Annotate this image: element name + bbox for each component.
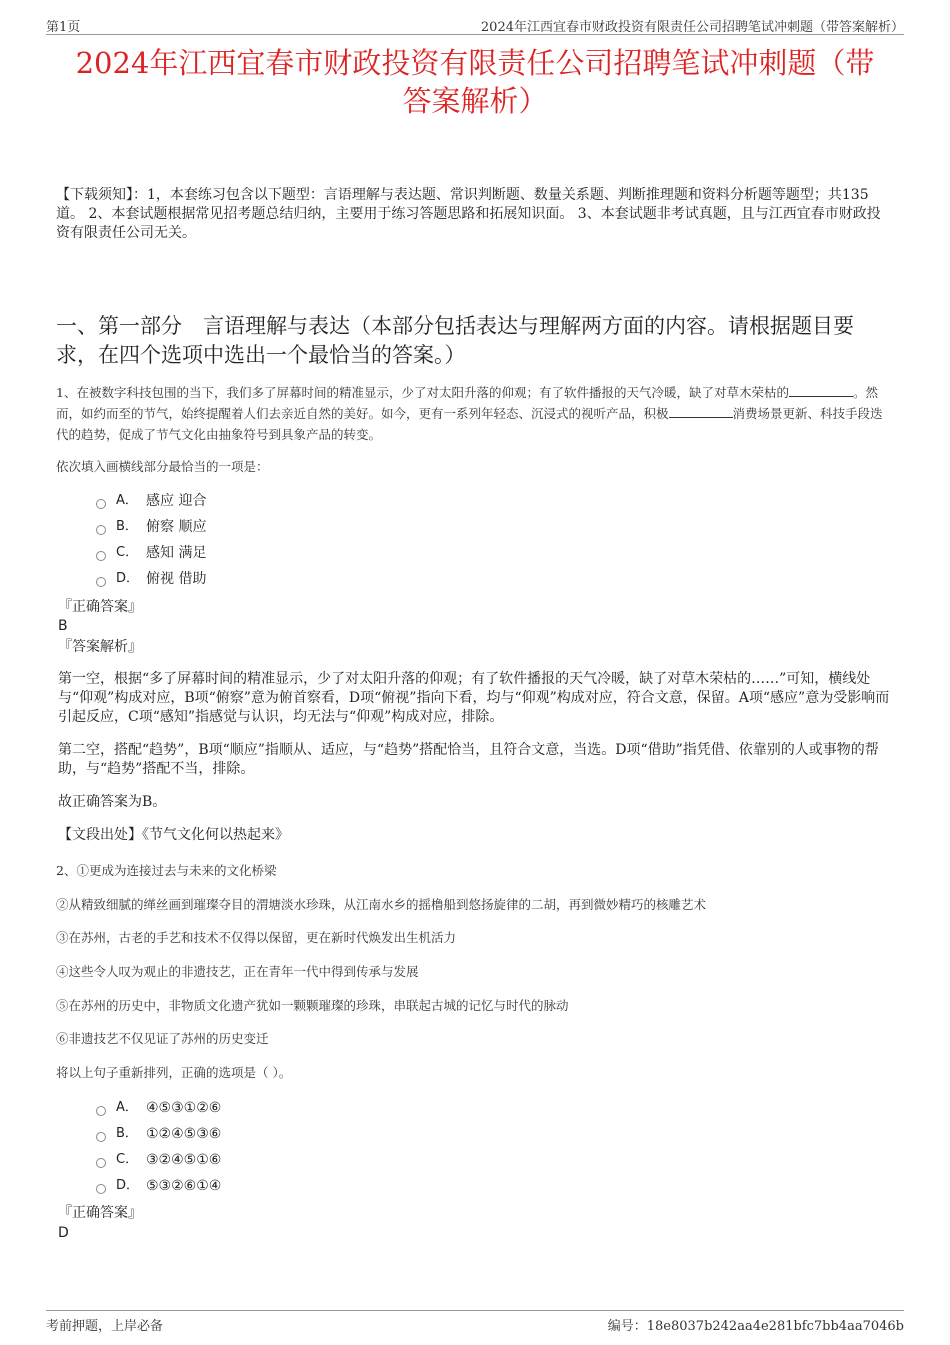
- radio-icon[interactable]: [96, 577, 106, 587]
- q1-blank-1: [789, 384, 853, 397]
- q2-option-b[interactable]: B． ①②④⑤③⑥: [96, 1121, 221, 1147]
- title-line-1: 2024年江西宜春市财政投资有限责任公司招聘笔试冲刺题（带: [75, 46, 875, 80]
- q1-analysis-1: 第一空，根据“多了屏幕时间的精准显示，少了对太阳升落的仰观；有了软件播报的天气冷暖，缺了对草木荣枯的……”可知，横线处与“仰观”构成对应，B项“俯察”意为俯首察看，D项“俯视”指向下看，均与“仰观”构成对应，符合文意，保留。A项“感应”意为受影响而引起反应，C项“感知”指感觉与认识，均无法与“仰观”构成对应，排除。: [58, 671, 890, 725]
- q2-sentence-4: ④这些令人叹为观止的非遗技艺，正在青年一代中得到传承与发展: [56, 964, 419, 979]
- q2-sentence-3: ③在苏州，古老的手艺和技术不仅得以保留，更在新时代焕发出生机活力: [56, 930, 457, 945]
- q2-option-c[interactable]: C． ③②④⑤①⑥: [96, 1147, 221, 1173]
- q1-stem: [56, 382, 894, 445]
- q1-option-b[interactable]: B． 俯察 顺应: [96, 514, 206, 540]
- q1-answer: B: [58, 618, 68, 634]
- footer-slogan: 考前押题，上岸必备: [46, 1319, 164, 1334]
- q2-prompt: 将以上句子重新排列，正确的选项是（ ）。: [56, 1065, 292, 1080]
- q1-analysis-2: 第二空，搭配“趋势”，B项“顺应”指顺从、适应，与“趋势”搭配恰当，且符合文意，当选。D项“借助”指凭借、依靠别的人或事物的帮助，与“趋势”搭配不当，排除。: [58, 742, 879, 777]
- q1-option-a[interactable]: A． 感应 迎合: [96, 488, 206, 514]
- q1-stem-part-c: 消费场景更新、科技手段迭代的趋势，促成了节气文化由抽象符号到具象产品的转变。: [56, 406, 883, 442]
- radio-icon[interactable]: [96, 499, 106, 509]
- q2-option-d[interactable]: D． ⑤③②⑥①④: [96, 1173, 221, 1199]
- q1-options: [96, 488, 206, 592]
- footer-serial: 编号：18e8037b242aa4e281bfc7bb4aa7046b: [607, 1319, 904, 1334]
- title-line-2: 答案解析）: [402, 84, 548, 118]
- radio-icon[interactable]: [96, 525, 106, 535]
- q1-source: 【文段出处】《节气文化何以热起来》: [58, 827, 289, 843]
- q1-stem-part-a: 1、在被数字科技包围的当下，我们多了屏幕时间的精准显示，少了对太阳升落的仰观；有了软件播报的天气冷暖，缺了对草木荣枯的: [56, 385, 789, 400]
- page-footer: [46, 1310, 904, 1333]
- q2-stem: 2、①更成为连接过去与未来的文化桥梁: [56, 863, 277, 878]
- download-notice: 【下载须知】：1，本套练习包含以下题型：言语理解与表达题、常识判断题、数量关系题、判断推理题和资料分析题等题型；共135道。 2、本套试题根据常见招考题总结归纳，主要用于练习答题思路和拓展知识面。 3、本套试题非考试真题，且与江西宜春市财政投资有限责任公司无关。: [56, 187, 881, 241]
- radio-icon[interactable]: [96, 1132, 106, 1142]
- header-doc-title: 2024年江西宜春市财政投资有限责任公司招聘笔试冲刺题（带答案解析）: [480, 20, 904, 35]
- q1-conclusion: 故正确答案为B。: [58, 794, 167, 810]
- page-header: [46, 14, 904, 35]
- q1-analysis-label: 『答案解析』: [58, 639, 142, 655]
- q1-blank-2: [669, 405, 733, 418]
- q2-answer-label: 『正确答案』: [58, 1205, 142, 1221]
- document-title: [40, 44, 910, 120]
- q2-sentence-6: ⑥非遗技艺不仅见证了苏州的历史变迁: [56, 1031, 269, 1046]
- page-number: 第1页: [46, 20, 81, 35]
- q2-options: [96, 1095, 221, 1199]
- q1-prompt: 依次填入画横线部分最恰当的一项是：: [56, 459, 269, 474]
- q1-option-c[interactable]: C． 感知 满足: [96, 540, 206, 566]
- q1-answer-label: 『正确答案』: [58, 599, 142, 615]
- q1-stem-part-b: 。然而，如约而至的节气，始终提醒着人们去亲近自然的美好。如今，更有一系列年轻态、沉浸式的视听产品，积极: [56, 385, 878, 421]
- q2-answer: D: [58, 1225, 69, 1241]
- q2-sentence-5: ⑤在苏州的历史中，非物质文化遗产犹如一颗颗璀璨的珍珠，串联起古城的记忆与时代的脉动: [56, 998, 569, 1013]
- radio-icon[interactable]: [96, 551, 106, 561]
- radio-icon[interactable]: [96, 1106, 106, 1116]
- section-heading: 一、第一部分 言语理解与表达（本部分包括表达与理解两方面的内容。请根据题目要求，在四个选项中选出一个最恰当的答案。）: [56, 314, 854, 367]
- radio-icon[interactable]: [96, 1184, 106, 1194]
- q1-option-d[interactable]: D． 俯视 借助: [96, 566, 206, 592]
- radio-icon[interactable]: [96, 1158, 106, 1168]
- q2-option-a[interactable]: A． ④⑤③①②⑥: [96, 1095, 221, 1121]
- q2-sentence-2: ②从精致细腻的缂丝画到璀璨夺目的渭塘淡水珍珠，从江南水乡的摇橹船到悠扬旋律的二胡，再到微妙精巧的核雕艺术: [56, 897, 707, 912]
